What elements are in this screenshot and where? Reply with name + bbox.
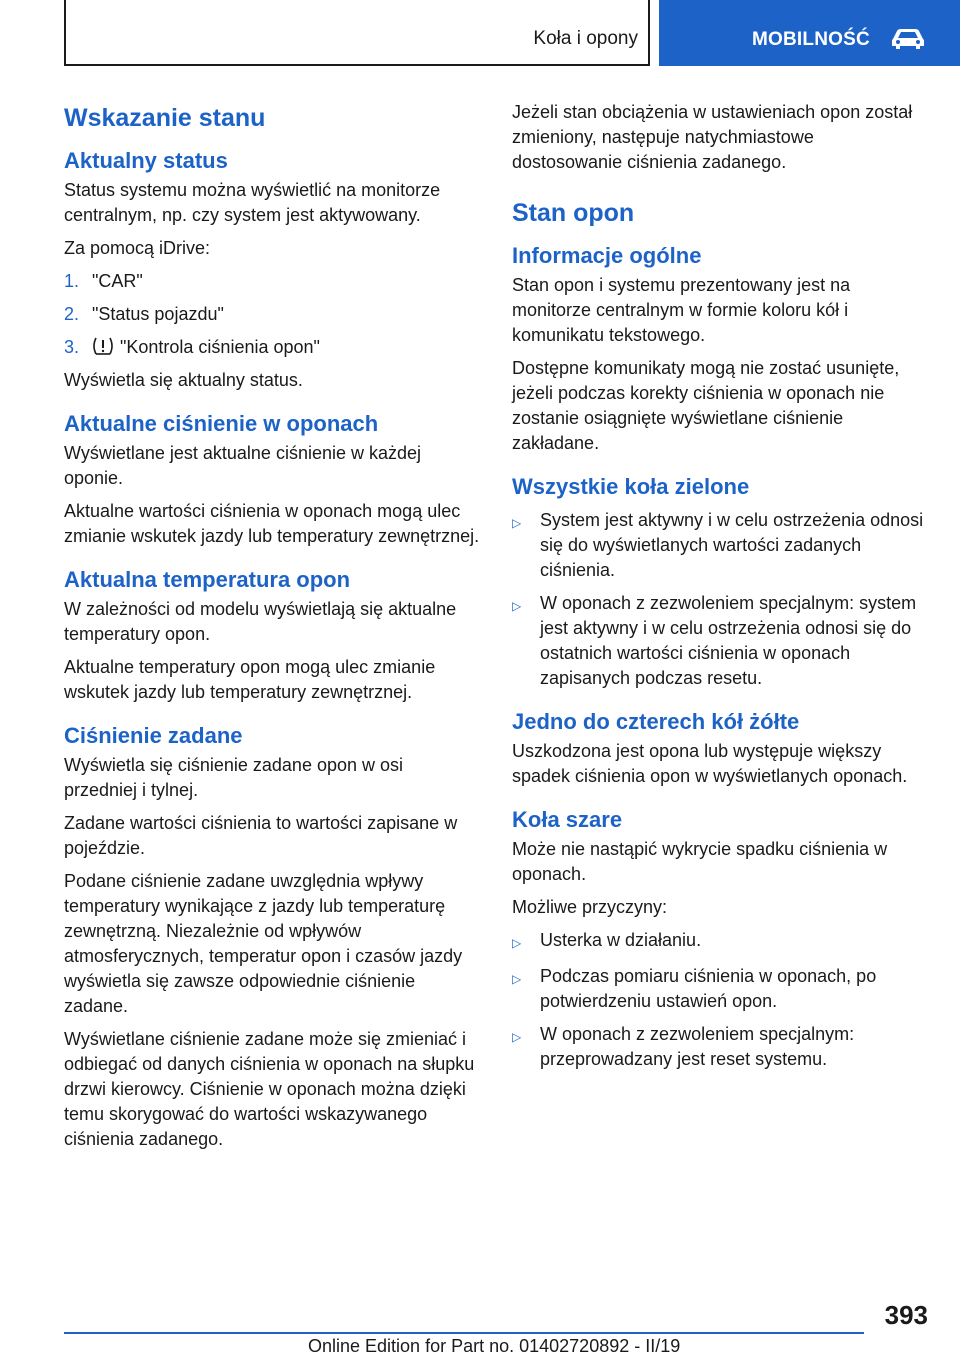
paragraph: Zadane wartości ciśnienia to wartości zapisane w pojeździe. [64, 813, 458, 858]
heading-general-info: Informacje ogólne [512, 243, 702, 268]
bullet-triangle-icon: ▷ [512, 1030, 522, 1044]
paragraph: Jeżeli stan obciążenia w ustawieniach opon został zmieniony, następuje natychmiastowe dostosowanie ciśnienia zadanego. [512, 102, 913, 172]
paragraph: Stan opon i systemu prezentowany jest na monitorze centralnym w formie koloru kół i komunikatu tekstowego. [512, 275, 851, 345]
heading-target-pressure: Ciśnienie zadane [64, 723, 243, 748]
header-section-box [64, 0, 650, 66]
paragraph: Wyświetlane jest aktualne ciśnienie w każdej oponie. [64, 443, 422, 488]
header-chapter-label: MOBILNOŚĆ [752, 29, 870, 50]
paragraph: Aktualne temperatury opon mogą ulec zmianie wskutek jazdy lub temperatury zewnętrznej. [64, 657, 436, 702]
bullet-triangle-icon: ▷ [512, 936, 522, 950]
heading-wheels-yellow: Jedno do czterech kół żółte [512, 709, 800, 734]
paragraph: Status systemu można wyświetlić na monitorze centralnym, np. czy system jest aktywowany. [64, 180, 441, 225]
idrive-steps [64, 269, 480, 360]
list-item: ▷ W oponach z zezwoleniem specjalnym: system jest aktywny i w celu ostrzeżenia odnosi się do ostatnich wartości ciśnienia w oponach zapisanych podczas resetu. [512, 591, 928, 691]
header-chapter-tab[interactable] [659, 0, 960, 66]
paragraph: Może nie nastąpić wykrycie spadku ciśnienia w oponach. [512, 839, 888, 884]
heading-tire-condition: Stan opon [512, 199, 635, 227]
bullet-triangle-icon: ▷ [512, 516, 522, 530]
list-item: ▷ Podczas pomiaru ciśnienia w oponach, po potwierdzeniu ustawień opon. [512, 964, 928, 1014]
list-item: ▷ System jest aktywny i w celu ostrzeżenia odnosi się do wyświetlanych wartości zadanych ciśnienia. [512, 508, 928, 583]
heading-current-pressure: Aktualne ciśnienie w oponach [64, 411, 379, 436]
paragraph: Za pomocą iDrive: [64, 238, 211, 258]
heading-current-status: Aktualny status [64, 148, 228, 173]
heading-status-display: Wskazanie stanu [64, 104, 266, 132]
paragraph: Podane ciśnienie zadane uwzględnia wpływy temperatury wynikające z jazdy lub temperaturę zewnętrzną. Niezależnie od wpływów atmosferycznych, temperatur opon i czasów jazdy wyświetla się zawsze odpowiednie ciśnienie zadane. [64, 871, 463, 1016]
paragraph: Dostępne komunikaty mogą nie zostać usunięte, jeżeli podczas korekty ciśnienia w oponach nie zostanie osiągnięte wyświetlane ciśnienie zakładane. [512, 358, 900, 453]
car-icon [890, 27, 926, 51]
heading-all-wheels-green: Wszystkie koła zielone [512, 474, 750, 499]
bullet-list [512, 508, 928, 691]
paragraph: Wyświetla się aktualny status. [64, 370, 303, 390]
left-column [64, 100, 480, 1152]
tire-pressure-warning-icon [92, 336, 114, 356]
heading-wheels-grey: Koła szare [512, 807, 623, 832]
heading-tire-temperature: Aktualna temperatura opon [64, 567, 351, 592]
header-section-title: Koła i opony [533, 28, 638, 49]
list-item: ▷ Usterka w działaniu. [512, 928, 928, 956]
footer-divider [64, 1332, 864, 1334]
right-column [512, 100, 928, 1072]
paragraph: Możliwe przyczyny: [512, 897, 668, 917]
paragraph: Uszkodzona jest opona lub występuje większy spadek ciśnienia opon w wyświetlanych oponach. [512, 741, 908, 786]
bullet-triangle-icon: ▷ [512, 972, 522, 986]
paragraph: Wyświetlane ciśnienie zadane może się zmieniać i odbiegać od danych ciśnienia w oponach na słupku drzwi kierowcy. Ciśnienie w oponach można dzięki temu skorygować do wartości wskazywanego ciśnienia zadanego. [64, 1029, 475, 1149]
list-item: ▷ W oponach z zezwoleniem specjalnym: przeprowadzany jest reset systemu. [512, 1022, 928, 1072]
bullet-list [512, 928, 928, 1072]
paragraph: Wyświetla się ciśnienie zadane opon w osi przedniej i tylnej. [64, 755, 404, 800]
step-item: 3. "Kontrola ciśnienia opon" [64, 337, 320, 357]
paragraph: W zależności od modelu wyświetlają się aktualne temperatury opon. [64, 599, 457, 644]
page-number: 393 [884, 1300, 928, 1330]
footer-edition: Online Edition for Part no. 01402720892 - II/19 [308, 1336, 681, 1356]
paragraph: Aktualne wartości ciśnienia w oponach mogą ulec zmianie wskutek jazdy lub temperatury zewnętrznej. [64, 501, 480, 546]
bullet-triangle-icon: ▷ [512, 599, 522, 613]
step-item: 2. "Status pojazdu" [64, 304, 224, 324]
step-item: 1. "CAR" [64, 271, 143, 291]
